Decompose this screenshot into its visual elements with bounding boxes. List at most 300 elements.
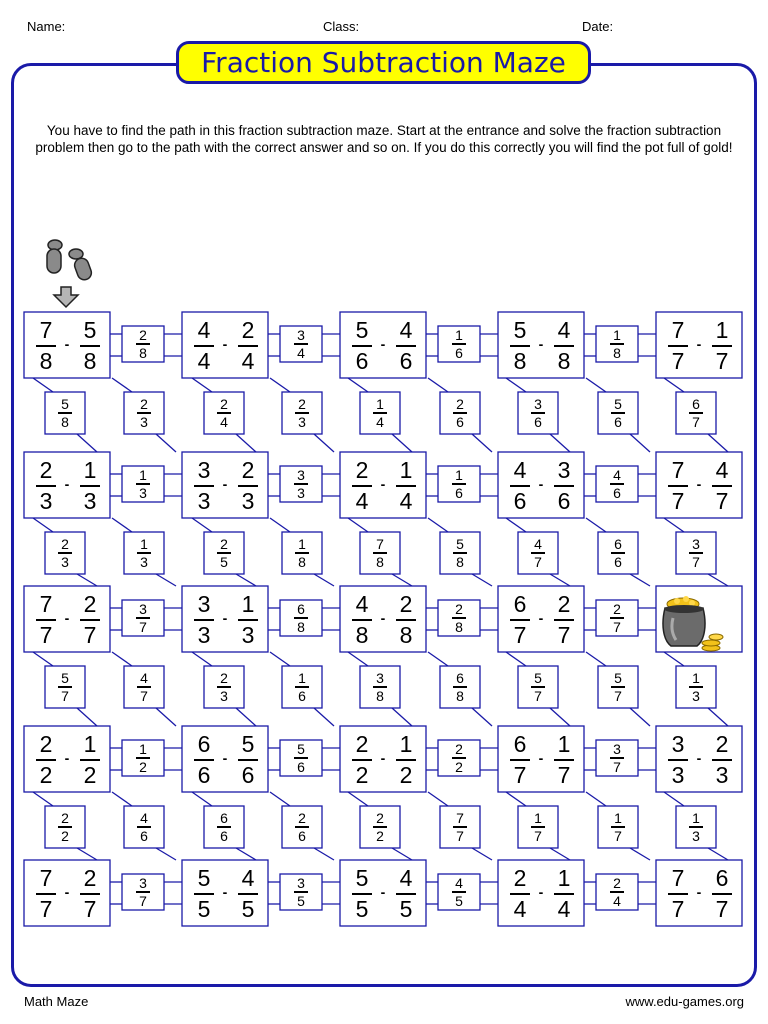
denominator: 8 xyxy=(355,622,369,648)
minus-sign: - xyxy=(538,336,544,352)
denominator: 8 xyxy=(513,348,527,374)
numerator: 5 xyxy=(241,731,255,757)
denominator: 7 xyxy=(39,622,53,648)
denominator: 2 xyxy=(376,828,384,844)
fraction-bar xyxy=(352,759,372,761)
denominator: 6 xyxy=(355,348,369,374)
numerator: 2 xyxy=(39,457,53,483)
numerator: 1 xyxy=(715,317,729,343)
down-arrow-icon xyxy=(54,287,78,307)
numerator: 2 xyxy=(399,591,413,617)
fraction-bar xyxy=(352,893,372,895)
denominator: 7 xyxy=(557,762,571,788)
denominator: 5 xyxy=(197,896,211,922)
fraction-bar xyxy=(238,759,258,761)
denominator: 3 xyxy=(140,554,148,570)
numerator: 2 xyxy=(455,601,463,617)
denominator: 4 xyxy=(355,488,369,514)
numerator: 2 xyxy=(513,865,527,891)
answer-chip xyxy=(123,326,163,362)
denominator: 5 xyxy=(399,896,413,922)
denominator: 2 xyxy=(399,762,413,788)
numerator: 1 xyxy=(614,810,622,826)
denominator: 6 xyxy=(140,828,148,844)
numerator: 4 xyxy=(455,875,463,891)
fraction-bar xyxy=(396,893,416,895)
minus-sign: - xyxy=(222,476,228,492)
denominator: 8 xyxy=(399,622,413,648)
numerator: 4 xyxy=(715,457,729,483)
numerator: 3 xyxy=(139,875,147,891)
denominator: 6 xyxy=(614,414,622,430)
minus-sign: - xyxy=(64,884,70,900)
numerator: 5 xyxy=(355,317,369,343)
minus-sign: - xyxy=(380,476,386,492)
numerator: 1 xyxy=(83,731,97,757)
denominator: 7 xyxy=(671,896,685,922)
denominator: 8 xyxy=(456,688,464,704)
denominator: 3 xyxy=(197,488,211,514)
fraction-bar xyxy=(80,759,100,761)
numerator: 1 xyxy=(557,865,571,891)
fraction-bar xyxy=(712,759,732,761)
minus-sign: - xyxy=(64,750,70,766)
numerator: 2 xyxy=(39,731,53,757)
minus-sign: - xyxy=(380,336,386,352)
denominator: 7 xyxy=(671,488,685,514)
minus-sign: - xyxy=(380,610,386,626)
answer-chip xyxy=(360,809,400,845)
answer-chip xyxy=(439,466,479,502)
minus-sign: - xyxy=(696,750,702,766)
numerator: 3 xyxy=(671,731,685,757)
fraction-bar xyxy=(668,759,688,761)
denominator: 6 xyxy=(220,828,228,844)
denominator: 8 xyxy=(61,414,69,430)
numerator: 2 xyxy=(220,396,228,412)
denominator: 8 xyxy=(139,345,147,361)
answer-chip xyxy=(440,669,480,705)
numerator: 2 xyxy=(61,810,69,826)
denominator: 7 xyxy=(61,688,69,704)
denominator: 7 xyxy=(715,896,729,922)
denominator: 7 xyxy=(513,622,527,648)
numerator: 2 xyxy=(241,457,255,483)
numerator: 6 xyxy=(456,670,464,686)
denominator: 8 xyxy=(456,554,464,570)
minus-sign: - xyxy=(696,884,702,900)
answer-chip xyxy=(124,395,164,431)
numerator: 5 xyxy=(614,670,622,686)
numerator: 5 xyxy=(534,670,542,686)
denominator: 7 xyxy=(456,828,464,844)
denominator: 7 xyxy=(613,759,621,775)
numerator: 2 xyxy=(61,536,69,552)
numerator: 1 xyxy=(140,536,148,552)
denominator: 2 xyxy=(39,762,53,788)
minus-sign: - xyxy=(222,884,228,900)
minus-sign: - xyxy=(538,476,544,492)
fraction-bar xyxy=(396,619,416,621)
denominator: 8 xyxy=(376,688,384,704)
answer-chip xyxy=(204,809,244,845)
answer-chip xyxy=(598,669,638,705)
answer-chip xyxy=(439,600,479,636)
numerator: 4 xyxy=(241,865,255,891)
name-label: Name: xyxy=(27,19,66,34)
fraction-bar xyxy=(80,485,100,487)
denominator: 6 xyxy=(513,488,527,514)
answer-chip xyxy=(204,535,244,571)
denominator: 4 xyxy=(557,896,571,922)
answer-chip xyxy=(281,740,321,776)
answer-chip xyxy=(123,466,163,502)
numerator: 2 xyxy=(241,317,255,343)
numerator: 5 xyxy=(83,317,97,343)
fraction-bar xyxy=(554,893,574,895)
numerator: 2 xyxy=(376,810,384,826)
denominator: 7 xyxy=(613,619,621,635)
answer-chip xyxy=(440,809,480,845)
numerator: 1 xyxy=(455,327,463,343)
minus-sign: - xyxy=(64,476,70,492)
answer-chip xyxy=(45,809,85,845)
fraction-bar xyxy=(668,485,688,487)
denominator: 3 xyxy=(671,762,685,788)
fraction-bar xyxy=(510,893,530,895)
answer-chip xyxy=(597,600,637,636)
denominator: 6 xyxy=(456,414,464,430)
numerator: 3 xyxy=(534,396,542,412)
fraction-bar xyxy=(80,345,100,347)
denominator: 8 xyxy=(298,554,306,570)
footer-left: Math Maze xyxy=(24,994,89,1009)
answer-chip xyxy=(598,809,638,845)
answer-chip xyxy=(124,669,164,705)
minus-sign: - xyxy=(222,336,228,352)
denominator: 7 xyxy=(139,619,147,635)
fraction-bar xyxy=(396,759,416,761)
denominator: 8 xyxy=(455,619,463,635)
denominator: 6 xyxy=(197,762,211,788)
fraction-bar xyxy=(712,893,732,895)
answer-chip xyxy=(281,874,321,910)
denominator: 5 xyxy=(220,554,228,570)
denominator: 2 xyxy=(61,828,69,844)
answer-chip xyxy=(45,395,85,431)
numerator: 4 xyxy=(513,457,527,483)
denominator: 8 xyxy=(613,345,621,361)
denominator: 6 xyxy=(241,762,255,788)
numerator: 4 xyxy=(557,317,571,343)
answer-chip xyxy=(597,874,637,910)
denominator: 7 xyxy=(513,762,527,788)
numerator: 2 xyxy=(355,457,369,483)
denominator: 8 xyxy=(39,348,53,374)
fraction-bar xyxy=(668,345,688,347)
numerator: 5 xyxy=(297,741,305,757)
denominator: 7 xyxy=(534,688,542,704)
numerator: 3 xyxy=(197,457,211,483)
numerator: 6 xyxy=(197,731,211,757)
answer-chip xyxy=(676,535,716,571)
fraction-bar xyxy=(36,619,56,621)
numerator: 2 xyxy=(83,865,97,891)
denominator: 8 xyxy=(83,348,97,374)
answer-chip xyxy=(676,669,716,705)
numerator: 1 xyxy=(139,467,147,483)
numerator: 4 xyxy=(197,317,211,343)
denominator: 2 xyxy=(355,762,369,788)
answer-chip xyxy=(439,326,479,362)
answer-chip xyxy=(45,535,85,571)
date-label: Date: xyxy=(582,19,614,34)
fraction-bar xyxy=(36,759,56,761)
denominator: 6 xyxy=(534,414,542,430)
minus-sign: - xyxy=(64,336,70,352)
denominator: 3 xyxy=(83,488,97,514)
numerator: 1 xyxy=(241,591,255,617)
minus-sign: - xyxy=(380,750,386,766)
answer-chip xyxy=(518,669,558,705)
numerator: 1 xyxy=(613,327,621,343)
denominator: 5 xyxy=(455,893,463,909)
numerator: 6 xyxy=(513,591,527,617)
denominator: 4 xyxy=(197,348,211,374)
answer-chip xyxy=(123,740,163,776)
numerator: 5 xyxy=(456,536,464,552)
answer-chip xyxy=(360,535,400,571)
fraction-bar xyxy=(510,759,530,761)
numerator: 2 xyxy=(613,875,621,891)
denominator: 6 xyxy=(455,345,463,361)
numerator: 3 xyxy=(376,670,384,686)
answer-chip xyxy=(598,535,638,571)
fraction-bar xyxy=(396,345,416,347)
answer-chip xyxy=(282,535,322,571)
numerator: 3 xyxy=(197,591,211,617)
denominator: 4 xyxy=(376,414,384,430)
denominator: 4 xyxy=(399,488,413,514)
fraction-bar xyxy=(194,619,214,621)
numerator: 3 xyxy=(297,875,305,891)
numerator: 1 xyxy=(376,396,384,412)
numerator: 3 xyxy=(692,536,700,552)
denominator: 5 xyxy=(241,896,255,922)
denominator: 7 xyxy=(715,348,729,374)
numerator: 4 xyxy=(399,865,413,891)
answer-chip xyxy=(360,669,400,705)
answer-chip xyxy=(360,395,400,431)
denominator: 7 xyxy=(614,688,622,704)
numerator: 6 xyxy=(297,601,305,617)
denominator: 7 xyxy=(534,554,542,570)
denominator: 7 xyxy=(692,554,700,570)
numerator: 2 xyxy=(298,810,306,826)
numerator: 7 xyxy=(39,317,53,343)
denominator: 7 xyxy=(692,414,700,430)
answer-chip xyxy=(281,600,321,636)
denominator: 5 xyxy=(297,893,305,909)
fraction-bar xyxy=(238,485,258,487)
numerator: 2 xyxy=(298,396,306,412)
numerator: 1 xyxy=(455,467,463,483)
numerator: 5 xyxy=(197,865,211,891)
numerator: 1 xyxy=(534,810,542,826)
answer-chip xyxy=(124,809,164,845)
answer-chip xyxy=(45,669,85,705)
denominator: 7 xyxy=(39,896,53,922)
denominator: 4 xyxy=(220,414,228,430)
numerator: 1 xyxy=(557,731,571,757)
numerator: 2 xyxy=(455,741,463,757)
minus-sign: - xyxy=(696,336,702,352)
numerator: 6 xyxy=(692,396,700,412)
answer-chip xyxy=(440,535,480,571)
minus-sign: - xyxy=(64,610,70,626)
class-label: Class: xyxy=(323,19,360,34)
numerator: 7 xyxy=(456,810,464,826)
fraction-bar xyxy=(712,485,732,487)
numerator: 2 xyxy=(140,396,148,412)
numerator: 4 xyxy=(399,317,413,343)
numerator: 2 xyxy=(557,591,571,617)
denominator: 7 xyxy=(140,688,148,704)
denominator: 8 xyxy=(376,554,384,570)
denominator: 2 xyxy=(139,759,147,775)
numerator: 2 xyxy=(456,396,464,412)
denominator: 2 xyxy=(83,762,97,788)
fraction-bar xyxy=(194,893,214,895)
minus-sign: - xyxy=(538,750,544,766)
fraction-bar xyxy=(194,759,214,761)
answer-chip xyxy=(282,395,322,431)
numerator: 4 xyxy=(613,467,621,483)
fraction-bar xyxy=(554,759,574,761)
fraction-bar xyxy=(668,893,688,895)
numerator: 2 xyxy=(220,670,228,686)
denominator: 5 xyxy=(355,896,369,922)
answer-chip xyxy=(123,600,163,636)
fraction-bar xyxy=(510,619,530,621)
denominator: 6 xyxy=(297,759,305,775)
numerator: 5 xyxy=(355,865,369,891)
denominator: 7 xyxy=(139,893,147,909)
denominator: 7 xyxy=(534,828,542,844)
answer-chip xyxy=(518,809,558,845)
numerator: 1 xyxy=(399,731,413,757)
numerator: 2 xyxy=(139,327,147,343)
numerator: 1 xyxy=(692,670,700,686)
numerator: 5 xyxy=(614,396,622,412)
denominator: 6 xyxy=(455,485,463,501)
fraction-bar xyxy=(352,345,372,347)
denominator: 7 xyxy=(557,622,571,648)
numerator: 7 xyxy=(671,457,685,483)
numerator: 2 xyxy=(220,536,228,552)
pot-of-gold-icon xyxy=(659,590,725,654)
fraction-bar xyxy=(712,345,732,347)
numerator: 1 xyxy=(692,810,700,826)
answer-chip xyxy=(281,466,321,502)
denominator: 8 xyxy=(297,619,305,635)
fraction-bar xyxy=(238,893,258,895)
answer-chip xyxy=(676,809,716,845)
numerator: 3 xyxy=(297,467,305,483)
minus-sign: - xyxy=(538,884,544,900)
numerator: 7 xyxy=(671,865,685,891)
answer-chip xyxy=(204,669,244,705)
denominator: 6 xyxy=(298,688,306,704)
denominator: 7 xyxy=(83,622,97,648)
answer-chip xyxy=(282,669,322,705)
fraction-bar xyxy=(352,485,372,487)
denominator: 4 xyxy=(613,893,621,909)
answer-chip xyxy=(518,535,558,571)
answer-chip xyxy=(439,740,479,776)
instructions: You have to find the path in this fraction subtraction maze. Start at the entrance and solve the fraction subtraction problem then go to the path with the correct answer and so on. If you do this correctly you will find the pot full of gold! xyxy=(35,123,733,155)
numerator: 5 xyxy=(61,670,69,686)
answer-chip xyxy=(440,395,480,431)
numerator: 6 xyxy=(614,536,622,552)
denominator: 3 xyxy=(241,488,255,514)
numerator: 3 xyxy=(557,457,571,483)
answer-chip xyxy=(281,326,321,362)
numerator: 7 xyxy=(39,591,53,617)
minus-sign: - xyxy=(696,476,702,492)
fraction-bar xyxy=(238,345,258,347)
fraction-bar xyxy=(510,485,530,487)
denominator: 4 xyxy=(513,896,527,922)
denominator: 3 xyxy=(140,414,148,430)
numerator: 2 xyxy=(715,731,729,757)
denominator: 7 xyxy=(671,348,685,374)
numerator: 7 xyxy=(376,536,384,552)
fraction-bar xyxy=(194,485,214,487)
fraction-bar xyxy=(396,485,416,487)
denominator: 6 xyxy=(557,488,571,514)
denominator: 6 xyxy=(399,348,413,374)
numerator: 7 xyxy=(39,865,53,891)
denominator: 7 xyxy=(83,896,97,922)
fraction-bar xyxy=(36,345,56,347)
numerator: 4 xyxy=(140,810,148,826)
numerator: 2 xyxy=(613,601,621,617)
denominator: 4 xyxy=(241,348,255,374)
numerator: 5 xyxy=(61,396,69,412)
denominator: 7 xyxy=(715,488,729,514)
answer-chip xyxy=(282,809,322,845)
denominator: 3 xyxy=(297,485,305,501)
denominator: 7 xyxy=(614,828,622,844)
denominator: 3 xyxy=(298,414,306,430)
answer-chip xyxy=(518,395,558,431)
denominator: 6 xyxy=(613,485,621,501)
denominator: 3 xyxy=(692,828,700,844)
numerator: 1 xyxy=(399,457,413,483)
numerator: 3 xyxy=(297,327,305,343)
numerator: 6 xyxy=(513,731,527,757)
footprints-icon xyxy=(47,240,93,282)
fraction-bar xyxy=(80,893,100,895)
answer-chip xyxy=(123,874,163,910)
numerator: 3 xyxy=(613,741,621,757)
denominator: 3 xyxy=(197,622,211,648)
page-title: Fraction Subtraction Maze xyxy=(176,41,591,84)
minus-sign: - xyxy=(380,884,386,900)
numerator: 6 xyxy=(220,810,228,826)
denominator: 3 xyxy=(39,488,53,514)
